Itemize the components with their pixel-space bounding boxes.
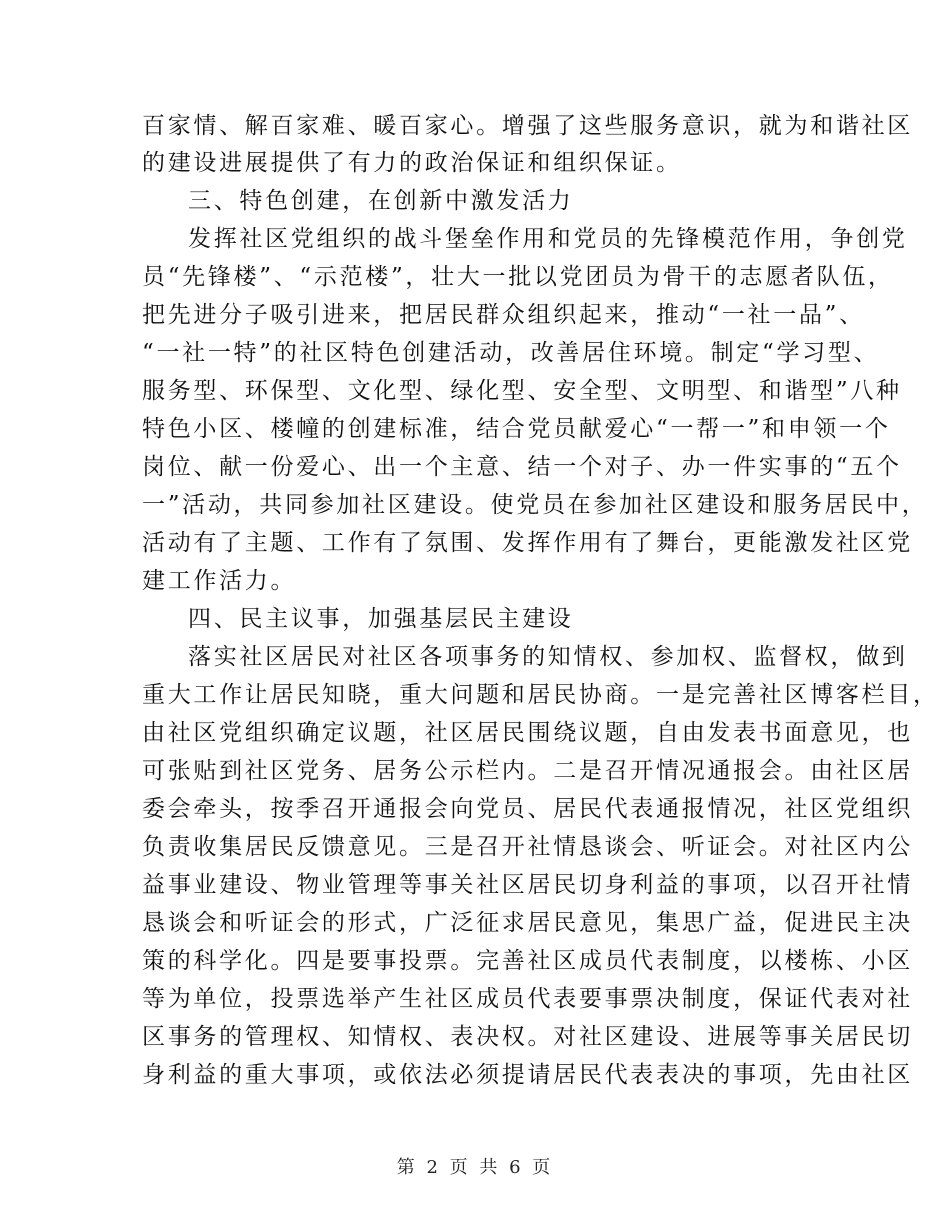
text-line: 身利益的重大事项，或依法必须提请居民代表表决的事项，先由社区	[142, 1062, 913, 1088]
text-line: 区事务的管理权、知情权、表决权。对社区建设、进展等事关居民切	[142, 1024, 913, 1050]
text-line: 负责收集居民反馈意见。三是召开社情恳谈会、听证会。对社区内公	[142, 834, 913, 860]
text-line: 岗位、献一份爱心、出一个主意、结一个对子、办一件实事的“五个	[142, 454, 902, 480]
text-line: 建工作活力。	[142, 568, 297, 594]
text-line: 落实社区居民对社区各项事务的知情权、参加权、监督权，做到	[188, 644, 908, 670]
text-line: 可张贴到社区党务、居务公示栏内。二是召开情况通报会。由社区居	[142, 758, 913, 784]
text-line: 的建设进展提供了有力的政治保证和组织保证。	[142, 150, 682, 176]
text-line: 百家情、解百家难、暖百家心。增强了这些服务意识，就为和谐社区	[142, 113, 913, 139]
text-line: 发挥社区党组织的战斗堡垒作用和党员的先锋模范作用，争创党	[188, 226, 908, 252]
text-line: 员“先锋楼”、“示范楼”，壮大一批以党团员为骨干的志愿者队伍，	[142, 264, 894, 290]
text-line: 策的科学化。四是要事投票。完善社区成员代表制度，以楼栋、小区	[142, 948, 913, 974]
text-line: 益事业建设、物业管理等事关社区居民切身利益的事项，以召开社情	[142, 872, 913, 898]
text-line: 特色小区、楼幢的创建标准，结合党员献爱心“一帮一”和申领一个	[142, 416, 891, 442]
text-line: 把先进分子吸引进来，把居民群众组织起来，推动“一社一品”、	[142, 302, 865, 328]
text-line: 服务型、环保型、文化型、绿化型、安全型、文明型、和谐型”八种	[142, 378, 902, 404]
section-heading: 三、特色创建，在创新中激发活力	[188, 188, 574, 214]
text-line: 活动有了主题、工作有了氛围、发挥作用有了舞台，更能激发社区党	[142, 530, 913, 556]
page-number-footer: 第 2 页 共 6 页	[396, 1157, 554, 1178]
text-line: 等为单位，投票选举产生社区成员代表要事票决制度，保证代表对社	[142, 986, 913, 1012]
section-heading: 四、民主议事，加强基层民主建设	[188, 606, 574, 632]
text-line: 一”活动，共同参加社区建设。使党员在参加社区建设和服务居民中，	[142, 492, 928, 518]
text-line: 由社区党组织确定议题，社区居民围绕议题，自由发表书面意见，也	[142, 720, 913, 746]
text-line: 委会牵头，按季召开通报会向党员、居民代表通报情况，社区党组织	[142, 796, 913, 822]
text-line: 重大工作让居民知晓，重大问题和居民协商。一是完善社区博客栏目，	[142, 682, 939, 708]
text-line: “一社一特”的社区特色创建活动，改善居住环境。制定“学习型、	[142, 340, 880, 366]
text-line: 恳谈会和听证会的形式，广泛征求居民意见，集思广益，促进民主决	[142, 910, 913, 936]
